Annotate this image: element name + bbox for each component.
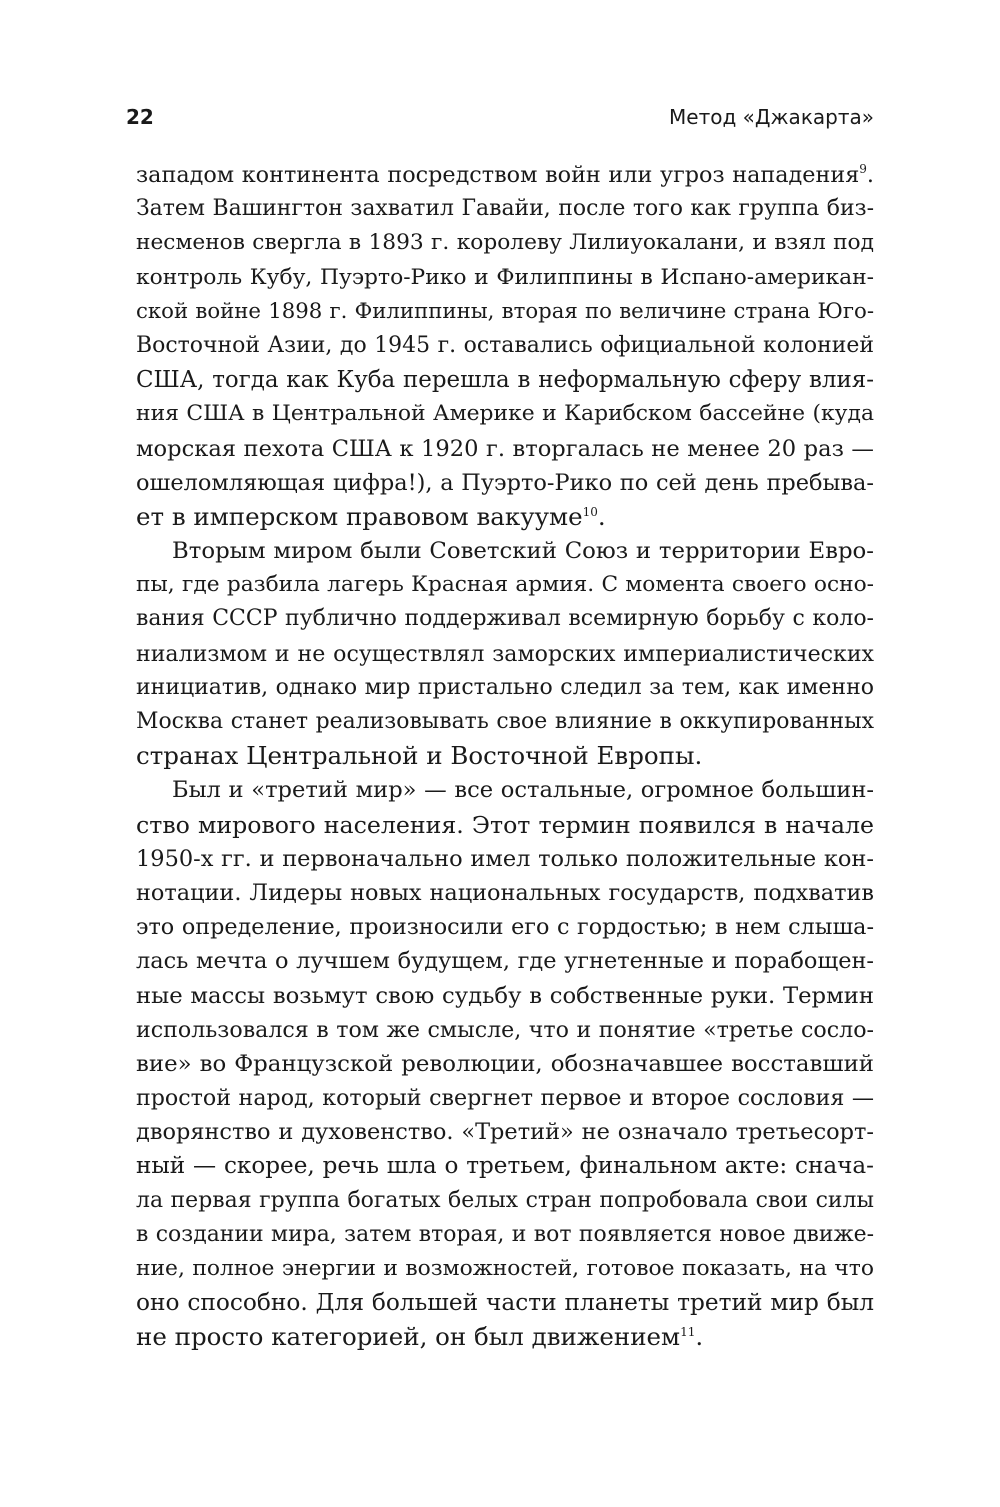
text-line: простой народ, который свергнет первое и второе сословия — [136, 1085, 874, 1112]
text-line: ство мирового населения. Этот термин появился в начале [136, 810, 874, 839]
text-line: пы, где разбила лагерь Красная армия. С момента своего осно- [136, 572, 874, 598]
text-line: ный — скорее, речь шла о третьем, финальном акте: снача- [136, 1153, 874, 1180]
text-line: странах Центральной и Восточной Европы. [136, 741, 703, 771]
text-line: ской войне 1898 г. Филиппины, вторая по величине страна Юго- [136, 298, 874, 324]
text-line: ошеломляющая цифра!), а Пуэрто-Рико по сей день пребыва- [136, 469, 874, 496]
text-line: ет в имперском правовом вакууме$^{10}$. [136, 501, 606, 531]
text-line: лась мечта о лучшем будущем, где угнетенные и порабощен- [136, 948, 874, 975]
text-line: 1950-х гг. и первоначально имел только положительные кон- [136, 845, 874, 872]
text-line: ниализмом и не осуществлял заморских империалистических [136, 640, 874, 667]
text-line: оно способно. Для большей части планеты третий мир был [136, 1289, 874, 1317]
page-number: 22 [126, 105, 154, 129]
text-line: несменов свергла в 1893 г. королеву Лилиуокалани, и взял под [136, 230, 874, 256]
text-line: это определение, произносили его с гордостью; в нем слыша- [136, 914, 874, 941]
text-line: нотации. Лидеры новых национальных государств, подхватив [136, 879, 874, 906]
text-line: западом континента посредством войн или угроз нападения$^9$. [136, 162, 874, 188]
text-line: использовался в том же смысле, что и понятие «третье сосло- [136, 1016, 874, 1043]
text-line: не просто категорией, он был движением$^{11}$. [136, 1322, 704, 1352]
footnote-ref[interactable]: 11 [680, 1325, 696, 1340]
text-line: Затем Вашингтон захватил Гавайи, после того как группа биз- [136, 196, 874, 222]
text-line: ные массы возьмут свою судьбу в собственные руки. Термин [136, 982, 874, 1009]
text-line: Восточной Азии, до 1945 г. оставались официальной колонией [136, 332, 874, 358]
paragraph [136, 534, 874, 773]
text-line: вие» во Французской революции, обозначавшее восставший [136, 1050, 874, 1077]
text-line: ния США в Центральной Америке и Карибском бассейне (куда [136, 401, 874, 427]
text-line: морская пехота США к 1920 г. вторгалась не менее 20 раз — [136, 435, 874, 462]
book-title: Метод «Джакарта» [669, 105, 874, 129]
footnote-ref[interactable]: 10 [582, 504, 598, 519]
running-header [126, 100, 874, 134]
footnote-ref[interactable]: 9 [859, 162, 867, 176]
text-line: Вторым миром были Советский Союз и территории Евро- [172, 538, 874, 565]
body-text [136, 158, 874, 1355]
paragraph [136, 158, 874, 534]
text-line: ла первая группа богатых белых стран попробовала свои силы [136, 1187, 874, 1213]
text-line: вания СССР публично поддерживал всемирную борьбу с коло- [136, 606, 874, 632]
text-line: контроль Кубу, Пуэрто-Рико и Филиппины в Испано-американ- [136, 264, 874, 290]
text-line: США, тогда как Куба перешла в неформальную сферу влия- [136, 367, 874, 394]
text-line: дворянство и духовенство. «Третий» не означало третьесорт- [136, 1119, 874, 1146]
text-line: Москва станет реализовывать свое влияние в оккупированных [136, 709, 874, 734]
text-line: Был и «третий мир» — все остальные, огромное большин- [172, 777, 874, 804]
text-line: ние, полное энергии и возможностей, готовое показать, на что [136, 1256, 874, 1281]
text-line: инициатив, однако мир пристально следил за тем, как именно [136, 674, 874, 700]
text-line: в создании мира, затем вторая, и вот появляется новое движе- [136, 1221, 874, 1247]
paragraph [136, 773, 874, 1354]
